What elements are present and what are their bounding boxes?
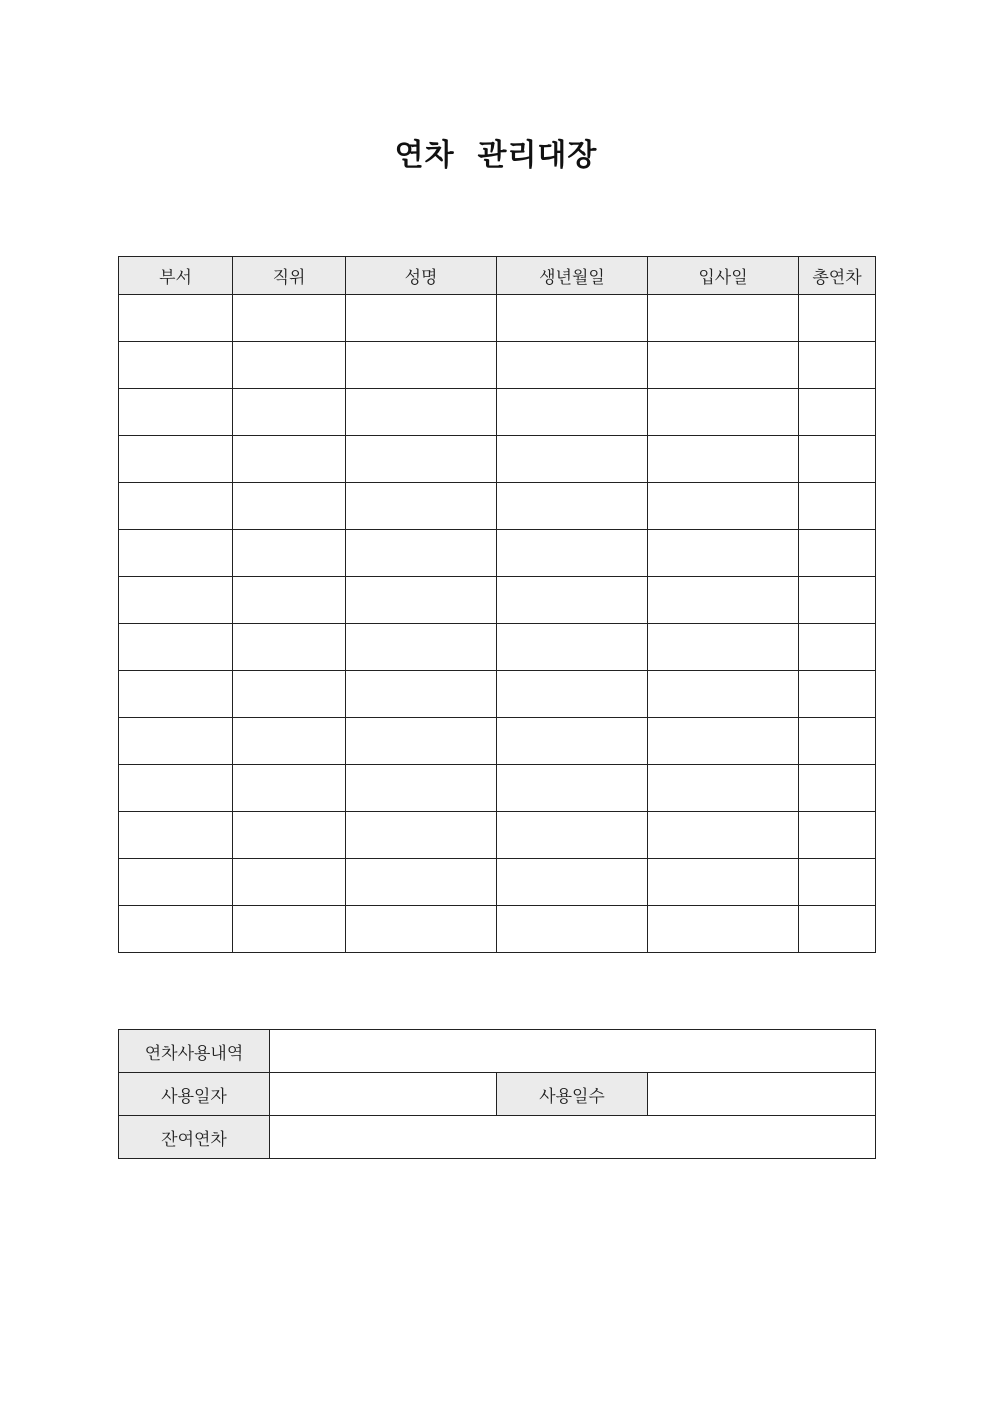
remaining-leave-cell[interactable] [270, 1116, 876, 1159]
cell-position[interactable] [233, 906, 346, 953]
cell-department[interactable] [119, 436, 233, 483]
cell-birthdate[interactable] [497, 577, 648, 624]
cell-hire-date[interactable] [648, 389, 799, 436]
cell-position[interactable] [233, 812, 346, 859]
cell-hire-date[interactable] [648, 483, 799, 530]
cell-department[interactable] [119, 859, 233, 906]
cell-hire-date[interactable] [648, 859, 799, 906]
ledger-body [119, 295, 876, 953]
cell-hire-date[interactable] [648, 765, 799, 812]
cell-total-leave[interactable] [799, 436, 876, 483]
cell-position[interactable] [233, 577, 346, 624]
cell-name[interactable] [346, 765, 497, 812]
cell-birthdate[interactable] [497, 671, 648, 718]
cell-hire-date[interactable] [648, 295, 799, 342]
cell-department[interactable] [119, 530, 233, 577]
cell-name[interactable] [346, 342, 497, 389]
cell-hire-date[interactable] [648, 718, 799, 765]
cell-name[interactable] [346, 483, 497, 530]
table-row [119, 342, 876, 389]
table-row [119, 483, 876, 530]
cell-total-leave[interactable] [799, 906, 876, 953]
cell-birthdate[interactable] [497, 295, 648, 342]
cell-position[interactable] [233, 530, 346, 577]
leave-usage-table [118, 1029, 876, 1159]
cell-total-leave[interactable] [799, 812, 876, 859]
cell-total-leave[interactable] [799, 671, 876, 718]
cell-position[interactable] [233, 436, 346, 483]
table-row [119, 530, 876, 577]
cell-position[interactable] [233, 624, 346, 671]
remaining-leave-label: 잔여연차 [119, 1116, 270, 1159]
table-row [119, 718, 876, 765]
cell-total-leave[interactable] [799, 530, 876, 577]
cell-total-leave[interactable] [799, 624, 876, 671]
cell-birthdate[interactable] [497, 859, 648, 906]
cell-name[interactable] [346, 389, 497, 436]
usage-date-label: 사용일자 [119, 1073, 270, 1116]
cell-hire-date[interactable] [648, 906, 799, 953]
column-header-position: 직위 [233, 257, 346, 295]
cell-department[interactable] [119, 812, 233, 859]
usage-history-row [119, 1030, 876, 1073]
cell-birthdate[interactable] [497, 436, 648, 483]
cell-birthdate[interactable] [497, 765, 648, 812]
cell-department[interactable] [119, 765, 233, 812]
cell-birthdate[interactable] [497, 483, 648, 530]
cell-name[interactable] [346, 812, 497, 859]
cell-hire-date[interactable] [648, 530, 799, 577]
cell-birthdate[interactable] [497, 530, 648, 577]
cell-total-leave[interactable] [799, 718, 876, 765]
column-header-hire-date: 입사일 [648, 257, 799, 295]
cell-name[interactable] [346, 718, 497, 765]
cell-total-leave[interactable] [799, 859, 876, 906]
cell-hire-date[interactable] [648, 436, 799, 483]
cell-position[interactable] [233, 765, 346, 812]
cell-total-leave[interactable] [799, 577, 876, 624]
table-row [119, 812, 876, 859]
table-row [119, 295, 876, 342]
cell-name[interactable] [346, 577, 497, 624]
cell-position[interactable] [233, 671, 346, 718]
cell-department[interactable] [119, 389, 233, 436]
usage-history-label: 연차사용내역 [119, 1030, 270, 1073]
table-row [119, 671, 876, 718]
page-title: 연차 관리대장 [394, 138, 598, 173]
cell-hire-date[interactable] [648, 624, 799, 671]
cell-birthdate[interactable] [497, 389, 648, 436]
cell-position[interactable] [233, 718, 346, 765]
remaining-leave-row [119, 1116, 876, 1159]
cell-name[interactable] [346, 671, 497, 718]
cell-department[interactable] [119, 906, 233, 953]
cell-name[interactable] [346, 624, 497, 671]
column-header-department: 부서 [119, 257, 233, 295]
table-row [119, 859, 876, 906]
cell-department[interactable] [119, 671, 233, 718]
cell-birthdate[interactable] [497, 906, 648, 953]
cell-position[interactable] [233, 859, 346, 906]
table-header-row [119, 257, 876, 295]
cell-total-leave[interactable] [799, 295, 876, 342]
cell-department[interactable] [119, 624, 233, 671]
cell-name[interactable] [346, 859, 497, 906]
cell-name[interactable] [346, 436, 497, 483]
cell-name[interactable] [346, 295, 497, 342]
cell-total-leave[interactable] [799, 389, 876, 436]
cell-birthdate[interactable] [497, 342, 648, 389]
usage-days-label: 사용일수 [497, 1073, 648, 1116]
cell-department[interactable] [119, 718, 233, 765]
cell-birthdate[interactable] [497, 812, 648, 859]
cell-total-leave[interactable] [799, 342, 876, 389]
table-row [119, 624, 876, 671]
cell-department[interactable] [119, 577, 233, 624]
cell-name[interactable] [346, 530, 497, 577]
cell-total-leave[interactable] [799, 483, 876, 530]
cell-total-leave[interactable] [799, 765, 876, 812]
cell-department[interactable] [119, 295, 233, 342]
cell-position[interactable] [233, 342, 346, 389]
cell-department[interactable] [119, 342, 233, 389]
cell-birthdate[interactable] [497, 718, 648, 765]
usage-date-cell[interactable] [270, 1073, 497, 1116]
table-row [119, 577, 876, 624]
cell-position[interactable] [233, 295, 346, 342]
cell-hire-date[interactable] [648, 671, 799, 718]
column-header-birthdate: 생년월일 [497, 257, 648, 295]
cell-hire-date[interactable] [648, 812, 799, 859]
cell-hire-date[interactable] [648, 342, 799, 389]
column-header-total-leave: 총연차 [799, 257, 876, 295]
cell-birthdate[interactable] [497, 624, 648, 671]
table-row [119, 906, 876, 953]
cell-department[interactable] [119, 483, 233, 530]
column-header-name: 성명 [346, 257, 497, 295]
cell-name[interactable] [346, 906, 497, 953]
usage-history-cell[interactable] [270, 1030, 876, 1073]
cell-position[interactable] [233, 389, 346, 436]
table-row [119, 436, 876, 483]
cell-position[interactable] [233, 483, 346, 530]
leave-ledger-table [118, 256, 876, 953]
table-row [119, 765, 876, 812]
table-row [119, 389, 876, 436]
cell-hire-date[interactable] [648, 577, 799, 624]
usage-days-cell[interactable] [648, 1073, 876, 1116]
usage-date-row [119, 1073, 876, 1116]
